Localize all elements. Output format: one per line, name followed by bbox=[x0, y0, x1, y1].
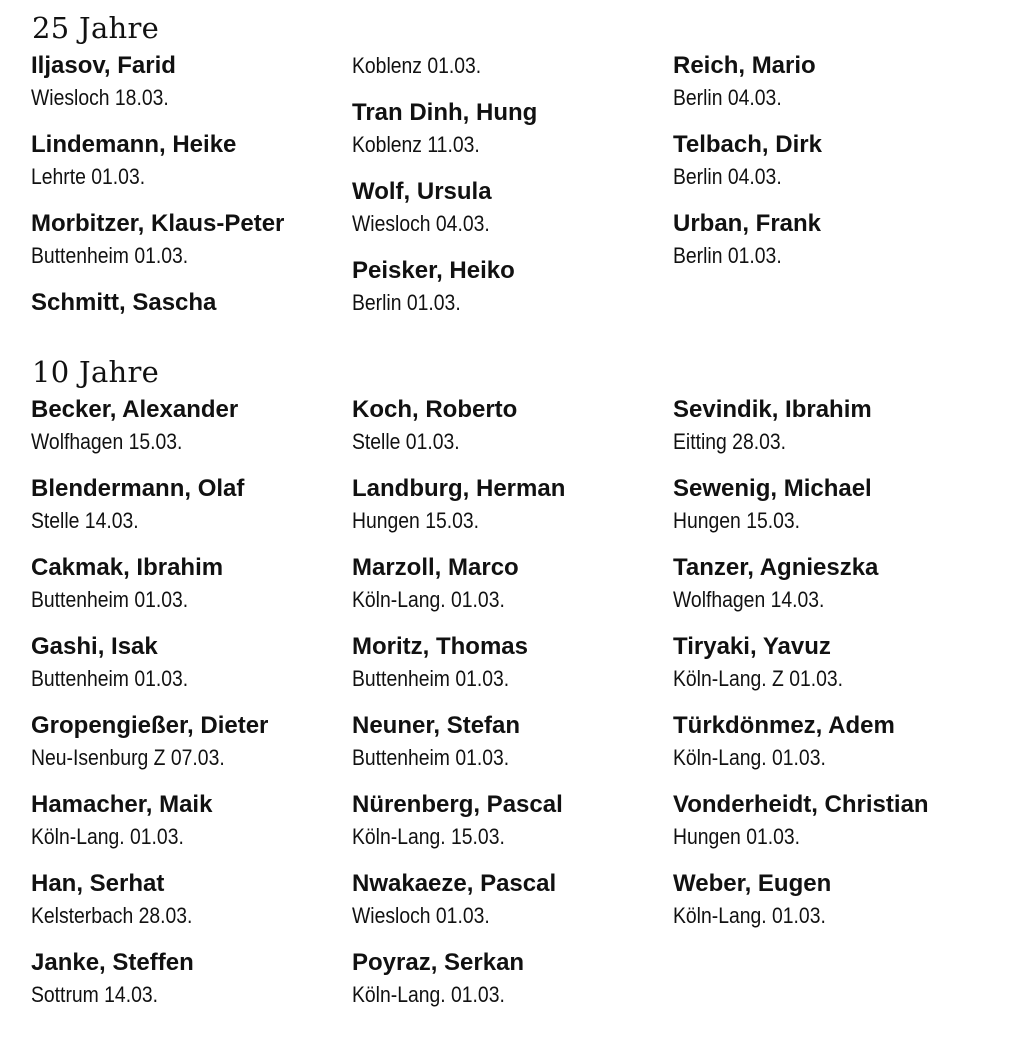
location-date: Buttenheim 01.03. bbox=[352, 745, 510, 770]
list-item bbox=[352, 868, 673, 947]
column-2 bbox=[352, 394, 673, 1026]
column-1 bbox=[31, 394, 352, 1026]
columns bbox=[31, 50, 1001, 366]
location-date: Berlin 04.03. bbox=[673, 85, 782, 110]
person-name: Urban, Frank bbox=[673, 210, 822, 237]
list-item bbox=[673, 208, 994, 287]
person-name: Iljasov, Farid bbox=[31, 52, 176, 79]
person-name: Gashi, Isak bbox=[31, 633, 158, 660]
section-heading: 25 Jahre bbox=[32, 11, 160, 45]
list-item bbox=[31, 789, 352, 868]
person-name: Marzoll, Marco bbox=[352, 554, 519, 581]
person-name: Moritz, Thomas bbox=[352, 633, 529, 660]
person-name: Nwakaeze, Pascal bbox=[352, 870, 557, 897]
list-item bbox=[31, 552, 352, 631]
person-name: Poyraz, Serkan bbox=[352, 949, 525, 976]
person-name: Vonderheidt, Christian bbox=[673, 791, 929, 818]
list-item bbox=[31, 208, 352, 287]
column-1 bbox=[31, 50, 352, 366]
list-item bbox=[673, 789, 994, 868]
location-date: Wolfhagen 15.03. bbox=[31, 429, 183, 454]
list-item bbox=[673, 710, 994, 789]
location-date: Köln-Lang. 01.03. bbox=[673, 745, 826, 770]
person-name: Telbach, Dirk bbox=[673, 131, 822, 158]
columns bbox=[31, 394, 1001, 1026]
person-name: Nürenberg, Pascal bbox=[352, 791, 563, 818]
list-item bbox=[31, 947, 352, 1026]
list-item bbox=[673, 631, 994, 710]
location-date: Köln-Lang. 01.03. bbox=[352, 982, 505, 1007]
location-date: Hungen 01.03. bbox=[673, 824, 801, 849]
location-date: Köln-Lang. 01.03. bbox=[673, 903, 826, 928]
list-item bbox=[352, 710, 673, 789]
location-date: Wiesloch 04.03. bbox=[352, 211, 490, 236]
list-item bbox=[352, 789, 673, 868]
location-date: Wolfhagen 14.03. bbox=[673, 587, 825, 612]
location-date: Berlin 04.03. bbox=[673, 164, 782, 189]
person-name: Hamacher, Maik bbox=[31, 791, 213, 818]
list-item bbox=[673, 868, 994, 947]
person-name: Morbitzer, Klaus-Peter bbox=[31, 210, 285, 237]
list-item bbox=[352, 394, 673, 473]
person-name: Peisker, Heiko bbox=[352, 257, 515, 284]
list-item bbox=[31, 129, 352, 208]
person-name: Landburg, Herman bbox=[352, 475, 566, 502]
location-date: Köln-Lang. 01.03. bbox=[31, 824, 184, 849]
location-date: Berlin 01.03. bbox=[673, 243, 782, 268]
column-3 bbox=[673, 394, 994, 1026]
continued-location-date: Koblenz 01.03. bbox=[352, 53, 482, 78]
location-date: Kelsterbach 28.03. bbox=[31, 903, 193, 928]
section-10-jahre bbox=[31, 354, 1001, 1026]
person-name: Tanzer, Agnieszka bbox=[673, 554, 879, 581]
list-item bbox=[31, 710, 352, 789]
list-item bbox=[31, 631, 352, 710]
person-name: Gropengießer, Dieter bbox=[31, 712, 269, 739]
list-item bbox=[352, 97, 673, 176]
list-item bbox=[352, 552, 673, 631]
location-date: Köln-Lang. 15.03. bbox=[352, 824, 505, 849]
location-date: Hungen 15.03. bbox=[352, 508, 480, 533]
person-name: Neuner, Stefan bbox=[352, 712, 521, 739]
location-date: Berlin 01.03. bbox=[352, 290, 461, 315]
person-name: Cakmak, Ibrahim bbox=[31, 554, 224, 581]
location-date: Lehrte 01.03. bbox=[31, 164, 146, 189]
location-date: Eitting 28.03. bbox=[673, 429, 787, 454]
location-date: Buttenheim 01.03. bbox=[352, 666, 510, 691]
person-name: Sewenig, Michael bbox=[673, 475, 872, 502]
list-item bbox=[31, 868, 352, 947]
location-date: Neu-Isenburg Z 07.03. bbox=[31, 745, 225, 770]
list-item bbox=[31, 50, 352, 129]
list-item bbox=[673, 50, 994, 129]
person-name: Türkdönmez, Adem bbox=[673, 712, 895, 739]
location-date: Stelle 14.03. bbox=[31, 508, 139, 533]
person-name: Sevindik, Ibrahim bbox=[673, 396, 872, 423]
person-name: Lindemann, Heike bbox=[31, 131, 237, 158]
person-name: Tiryaki, Yavuz bbox=[673, 633, 831, 660]
person-name: Koch, Roberto bbox=[352, 396, 518, 423]
section-heading: 10 Jahre bbox=[32, 355, 160, 389]
list-item bbox=[31, 394, 352, 473]
person-name: Reich, Mario bbox=[673, 52, 816, 79]
person-name: Blendermann, Olaf bbox=[31, 475, 245, 502]
location-date: Hungen 15.03. bbox=[673, 508, 801, 533]
list-item bbox=[352, 631, 673, 710]
location-date: Koblenz 11.03. bbox=[352, 132, 480, 157]
column-3 bbox=[673, 50, 994, 366]
list-item bbox=[352, 176, 673, 255]
person-name: Schmitt, Sascha bbox=[31, 289, 217, 316]
location-date bbox=[31, 319, 313, 350]
section-25-jahre bbox=[31, 10, 1001, 366]
list-item bbox=[352, 473, 673, 552]
location-date: Buttenheim 01.03. bbox=[31, 666, 189, 691]
column-2 bbox=[352, 50, 673, 366]
list-item bbox=[673, 473, 994, 552]
location-date: Buttenheim 01.03. bbox=[31, 243, 189, 268]
location-date: Köln-Lang. Z 01.03. bbox=[673, 666, 844, 691]
person-name: Han, Serhat bbox=[31, 870, 165, 897]
person-name: Wolf, Ursula bbox=[352, 178, 492, 205]
location-date: Wiesloch 01.03. bbox=[352, 903, 490, 928]
list-item bbox=[673, 129, 994, 208]
list-item bbox=[352, 255, 673, 334]
location-date: Stelle 01.03. bbox=[352, 429, 460, 454]
list-item bbox=[31, 473, 352, 552]
person-name: Becker, Alexander bbox=[31, 396, 239, 423]
location-date: Köln-Lang. 01.03. bbox=[352, 587, 505, 612]
list-item bbox=[673, 394, 994, 473]
list-item bbox=[673, 552, 994, 631]
person-name: Tran Dinh, Hung bbox=[352, 99, 538, 126]
person-name: Weber, Eugen bbox=[673, 870, 832, 897]
location-date: Sottrum 14.03. bbox=[31, 982, 158, 1007]
list-item bbox=[352, 947, 673, 1026]
location-date: Buttenheim 01.03. bbox=[31, 587, 189, 612]
location-date: Wiesloch 18.03. bbox=[31, 85, 169, 110]
person-name: Janke, Steffen bbox=[31, 949, 194, 976]
